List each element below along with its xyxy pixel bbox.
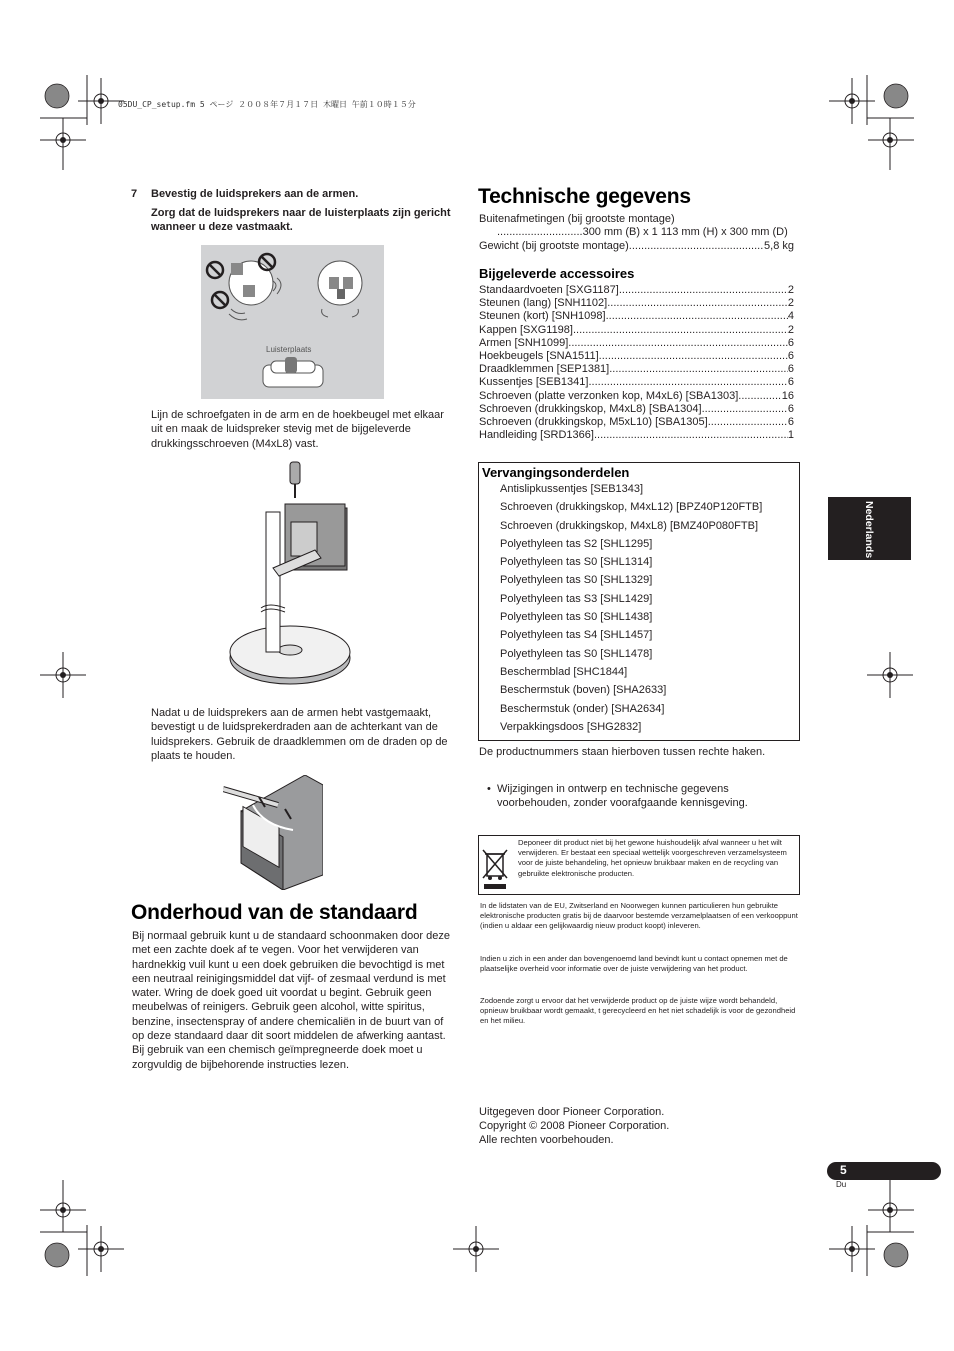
weee-paragraph-2: Indien u zich in een ander dan bovengenoemd land bevindt kunt u contact opnemen met de plaatselijke overheid voor informatie over de juiste verwijdering van het product.: [480, 954, 788, 974]
weee-box: [478, 835, 800, 895]
wire-clamp-illustration: [223, 775, 323, 890]
list-item: Handleiding [SRD1366] ..... 1: [479, 429, 794, 442]
file-header: 05DU_CP_setup.fm 5 ページ ２００８年７月１７日 木曜日 午前１０時１５分: [118, 100, 416, 109]
list-item: Draadklemmen [SEP1381] ..... 6: [479, 363, 794, 376]
paragraph-speaker-wires: Nadat u de luidsprekers aan de armen hebt vastgemaakt, bevestigt u de luidsprekerdraden aan de achterkant van de luidsprekers. Gebruik de draadklemmen om de draden op de plaats te houden.: [151, 707, 448, 762]
language-tab-label: Nederlands: [863, 501, 875, 559]
list-item: Schroeven (platte verzonken kop, M4xL6) [SBA1303] ..... 16: [479, 390, 794, 403]
bullet-text: Wijzigingen in ontwerp en technische gegevens voorbehouden, zonder voorafgaande kennisgeving.: [497, 783, 748, 810]
list-item: Steunen (kort) [SNH1098] ..... 4: [479, 310, 794, 323]
wheelie-bin-icon: [481, 848, 509, 890]
replacement-title: Vervangingsonderdelen: [482, 465, 630, 480]
list-item: Polyethyleen tas S0 [SHL1329]: [500, 574, 653, 587]
bullet-dot: •: [487, 783, 491, 795]
list-item: Polyethyleen tas S0 [SHL1478]: [500, 647, 653, 660]
list-item: Standaardvoeten [SXG1187] ..... 2: [479, 284, 794, 297]
paragraph-screw-alignment: Lijn de schroefgaten in de arm en de hoekbeugel met elkaar uit en maak de luidspreker stevig met de bijgeleverde drukkingsschroeven (M4xL8) vast.: [151, 409, 444, 450]
page-language-code: Du: [836, 1180, 847, 1189]
list-item: Polyethyleen tas S0 [SHL1438]: [500, 611, 653, 624]
weight-row: [479, 240, 794, 253]
list-item: Polyethyleen tas S3 [SHL1429]: [500, 592, 653, 605]
publisher-line-1: Uitgegeven door Pioneer Corporation.: [479, 1106, 665, 1118]
weee-paragraph-1: In de lidstaten van de EU, Zwitserland en Noorwegen kunnen particulieren hun gebruikte elektronische producten gratis bij de daarvoor bestemde verzamelplaatsen of een verkooppunt (indien u aldaar een gelijkwaardig nieuw product koopt) inleveren.: [480, 901, 798, 931]
weight-value: 5,8 kg: [764, 240, 794, 252]
page-number: 5: [840, 1163, 847, 1177]
weight-label: Gewicht (bij grootste montage): [479, 240, 629, 252]
list-item: Hoekbeugels [SNA1511] ..... 6: [479, 350, 794, 363]
list-item: Schroeven (drukkingskop, M4xL8) [BMZ40P080FTB]: [500, 519, 759, 532]
list-item: Schroeven (drukkingskop, M4xL8) [SBA1304] ..... 6: [479, 403, 794, 416]
list-item: Beschermstuk (onder) [SHA2634]: [500, 702, 665, 715]
step-heading: Bevestig de luidsprekers aan de armen.: [151, 188, 359, 200]
list-item: Verpakkingsdoos [SHG2832]: [500, 720, 642, 733]
page-number-badge: [827, 1162, 941, 1180]
replacement-list: [500, 480, 762, 736]
dimensions-value: ............................300 mm (B) x 1 113 mm (H) x 300 mm (D): [497, 226, 788, 238]
step-number: 7: [131, 188, 138, 200]
list-item: Polyethyleen tas S0 [SHL1314]: [500, 556, 653, 569]
replacement-note: De productnummers staan hierboven tussen rechte haken.: [479, 746, 766, 758]
listening-position-label: Luisterplaats: [266, 345, 312, 354]
orientation-illustration: [201, 245, 384, 399]
list-item: Armen [SNH1099] ..... 6: [479, 337, 794, 350]
list-item: Beschermblad [SHC1844]: [500, 665, 628, 678]
accessories-title: Bijgeleverde accessoires: [479, 266, 635, 281]
list-item: Kussentjes [SEB1341] ..... 6: [479, 376, 794, 389]
replacement-parts-box: [478, 462, 800, 741]
list-item: Schroeven (drukkingskop, M4xL12) [BPZ40P120FTB]: [500, 501, 763, 514]
list-item: Schroeven (drukkingskop, M5xL10) [SBA1305] ..... 6: [479, 416, 794, 429]
publisher-line-3: Alle rechten voorbehouden.: [479, 1134, 614, 1146]
specs-title: Technische gegevens: [478, 185, 691, 208]
list-item: Kappen [SXG1198] ..... 2: [479, 324, 794, 337]
step-subheading: Zorg dat de luidsprekers naar de luisterplaats zijn gericht wanneer u deze vastmaakt.: [151, 207, 451, 233]
list-item: Polyethyleen tas S2 [SHL1295]: [500, 537, 653, 550]
language-tab: [828, 497, 911, 560]
dimensions-label: Buitenafmetingen (bij grootste montage): [479, 213, 675, 225]
list-item: Antislipkussentjes [SEB1343]: [500, 483, 644, 495]
maintenance-title: Onderhoud van de standaard: [131, 901, 418, 924]
weee-paragraph-3: Zodoende zorgt u ervoor dat het verwijderde product op de juiste wijze wordt behandeld, opnieuw bruikbaar wordt gemaakt, t gerecycleerd en het niet schadelijk is voor de gezondheid en het milieu.: [480, 996, 796, 1026]
maintenance-body: Bij normaal gebruik kunt u de standaard schoonmaken door deze met een zachte doek af te vegen. Voor het verwijderen van hardnekkig vuil kunt u een doek gebruiken die bevochtigd is met een neutraal reinigingsmiddel dat vijf- of zesmaal verdund is met water. Wring de doek goed uit voordat u begint. Gebruik geen meubelwas of reinigers. Gebruik geen alcohol, witte spiritus, benzine, insectenspray of andere chemicaliën in de buurt van of op deze standaard daar dit soort middelen de afwerking aantast. Bij gebruik van een chemisch geïmpregneerde doek moet u zorgvuldig de bijbehorende instructies lezen.: [132, 930, 450, 1071]
list-item: Beschermstuk (boven) [SHA2633]: [500, 684, 667, 697]
stand-illustration: [225, 460, 365, 695]
orientation-figure: [201, 245, 384, 399]
list-item: Steunen (lang) [SNH1102] ..... 2: [479, 297, 794, 310]
accessories-list: [479, 284, 794, 442]
publisher-line-2: Copyright © 2008 Pioneer Corporation.: [479, 1120, 670, 1132]
weee-box-text: Deponeer dit product niet bij het gewone huishoudelijk afval wanneer u het wilt verwijderen. Er bestaat een speciaal wettelijk voorgeschreven verzamelsysteem voor de juiste behandeling, het opnieuw bruikbaar maken en de recycling van gebruikte elektronische producten.: [518, 838, 787, 878]
list-item: Polyethyleen tas S4 [SHL1457]: [500, 629, 653, 642]
